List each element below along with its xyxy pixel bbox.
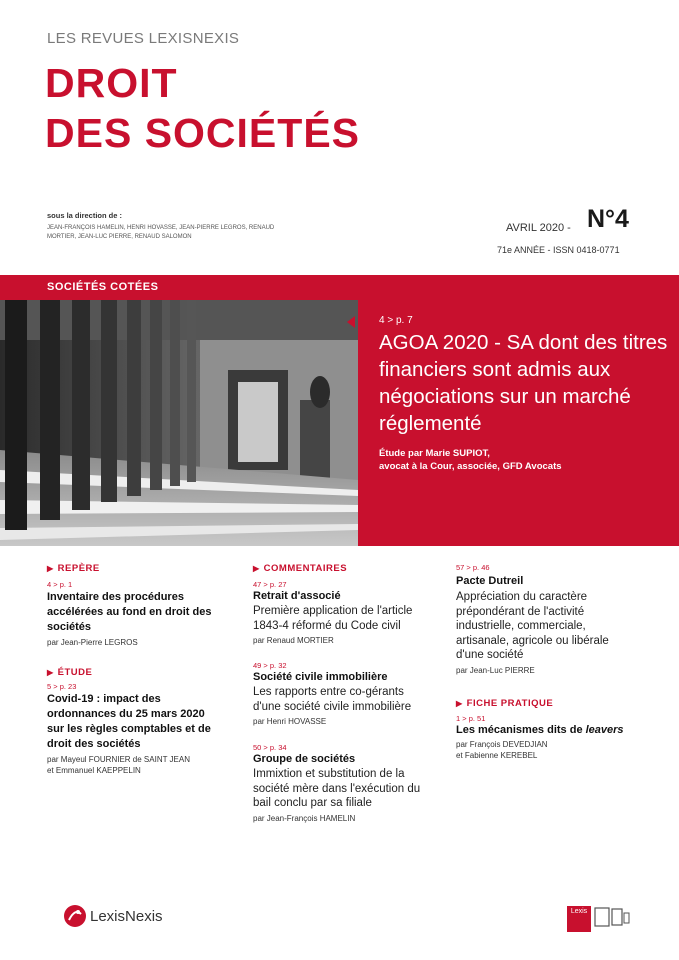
devices-icon [594,906,630,930]
direction-label: sous la direction de : [47,211,123,220]
triangle-icon: ▶ [47,668,54,677]
etude-author-line2: et Emmanuel KAEPPELIN [47,766,141,775]
fiche-author-line1: par François DEVEDJIAN [456,739,548,749]
feature-ref: 4 > p. 7 [379,315,413,326]
repere-ref: 4 > p. 1 [47,580,73,589]
column-1 [47,563,217,776]
fiche-title[interactable]: Les mécanismes dits de leavers [456,723,624,736]
feature-author [379,448,669,473]
feature-section-tag: SOCIÉTÉS COTÉES [47,281,159,293]
repere-author: par Jean-Pierre LEGROS [47,638,138,647]
triangle-icon: ▶ [47,564,54,573]
column-2 [253,563,433,824]
triangle-icon: ▶ [253,564,260,573]
feature-author-line2: avocat à la Cour, associée, GFD Avocats [379,460,562,472]
column-3 [456,563,636,761]
commentaire-title[interactable]: Société civile immobilière [253,671,388,683]
fiche-ref: 1 > p. 51 [456,713,486,723]
fiche-author-line2: et Fabienne KEREBEL [456,750,538,760]
lexisnexis-logo-icon [63,904,87,928]
commentaire-author: par Henri HOVASSE [253,717,327,726]
pacte-title[interactable]: Pacte Dutreil [456,575,524,587]
publisher-name: LexisNexis [90,908,163,925]
feature-photo [0,300,358,546]
commentaire-ref: 47 > p. 27 [253,580,287,589]
commentaire-desc: Immixtion et substitution de la société mère dans l'exécution du bail conclu par sa filiale [253,768,421,809]
commentaire-ref: 50 > p. 34 [253,743,287,752]
etude-heading: ▶ ÉTUDE [47,667,93,678]
colonnade-photo-icon [0,300,358,546]
pacte-desc: Appréciation du caractère prépondérant de l'activité industrielle, commerciale, artisanale, agricole ou libérale d'une société [456,591,609,661]
journal-title-line2: DES SOCIÉTÉS [45,110,361,156]
commentaire-title[interactable]: Groupe de sociétés [253,753,356,765]
commentaire-author: par Jean-François HAMELIN [253,813,356,823]
etude-ref: 5 > p. 23 [47,682,77,691]
pacte-ref: 57 > p. 46 [456,563,490,572]
commentaire-title[interactable]: Retrait d'associé [253,590,341,602]
feature-title[interactable]: AGOA 2020 - SA dont des titres financiers sont admis aux négociations sur un marché réglementé [379,331,668,435]
commentaire-desc: Les rapports entre co-gérants d'une société civile immobilière [253,686,412,713]
commentaires-heading: ▶ COMMENTAIRES [253,563,348,574]
etude-title[interactable]: Covid-19 : impact des ordonnances du 25 mars 2020 sur les règles comptables et de droit des sociétés [47,693,211,750]
directors-list: JEAN-FRANÇOIS HAMELIN, HENRI HOVASSE, JEAN-PIERRE LEGROS, RENAUD MORTIER, JEAN-LUC PIERRE, RENAUD SALOMON [47,225,275,240]
commentaire-author: par Renaud MORTIER [253,636,334,645]
feature-pointer-icon [347,316,355,328]
fiche-heading: ▶ FICHE PRATIQUE [456,697,554,709]
commentaire-ref: 49 > p. 32 [253,661,287,670]
issn-line: 71e ANNÉE - ISSN 0418-0771 [497,245,620,255]
issue-date: AVRIL 2020 - [506,222,571,234]
lexis-badge: Lexis [567,906,591,932]
etude-author-line1: par Mayeul FOURNIER de SAINT JEAN [47,755,191,764]
commentaire-item [253,580,433,646]
issue-number: N°4 [587,205,629,233]
triangle-icon: ▶ [456,698,463,708]
commentaire-item [253,661,433,727]
commentaire-item [253,743,433,824]
pacte-author: par Jean-Luc PIERRE [456,665,535,675]
repere-heading: ▶ REPÈRE [47,563,100,574]
repere-title[interactable]: Inventaire des procédures accélérées au fond en droit des sociétés [47,591,212,633]
journal-title-line1: DROIT [45,60,178,106]
series-name: LES REVUES LEXISNEXIS [47,30,240,47]
commentaire-desc: Première application de l'article 1843-4 réformé du Code civil [253,605,413,632]
feature-author-line1: Étude par Marie SUPIOT, [379,448,490,459]
